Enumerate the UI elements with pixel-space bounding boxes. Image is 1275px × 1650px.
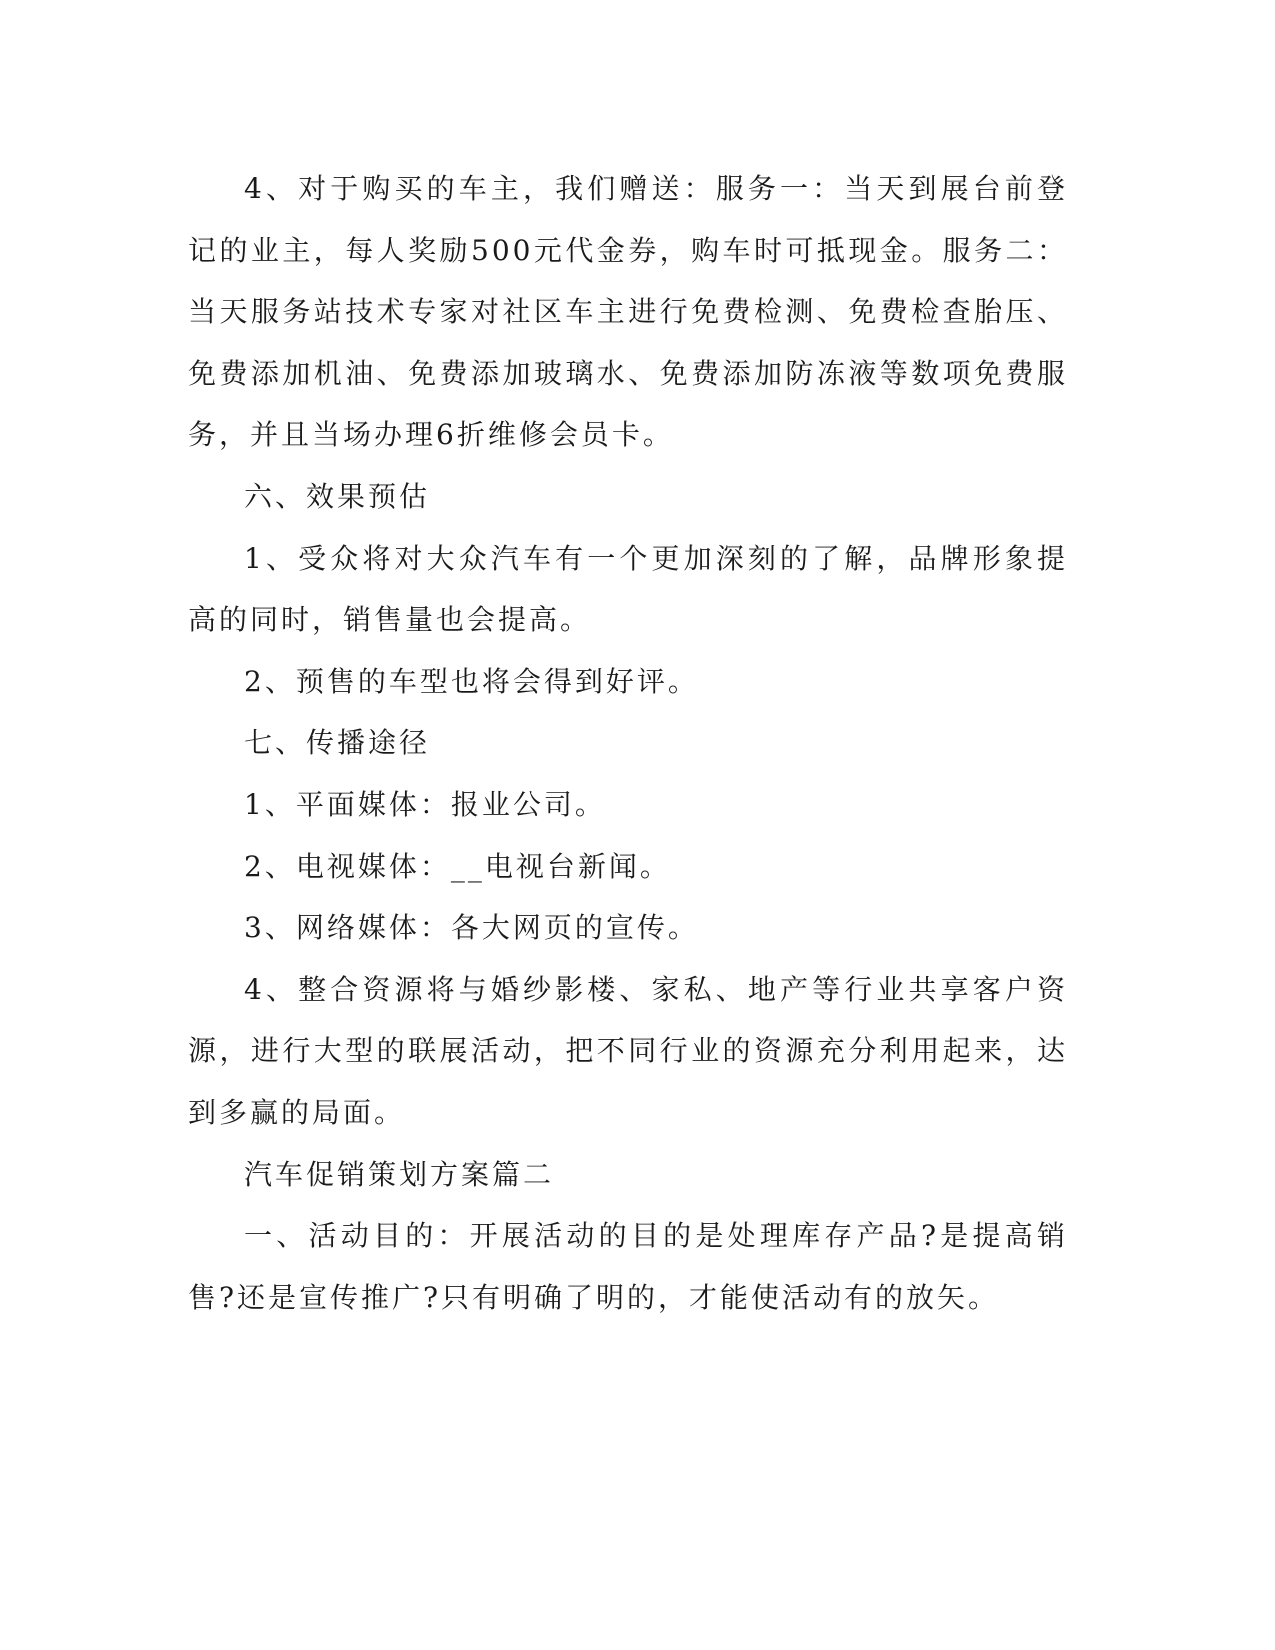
heading-effect-estimate: 六、效果预估 [244, 479, 431, 513]
paragraph-channel-tv: 2、电视媒体：__电视台新闻。 [244, 849, 671, 883]
paragraph-effect-2: 2、预售的车型也将会得到好评。 [244, 664, 699, 698]
paragraph-activity-purpose: 一、活动目的：开展活动的目的是处理库存产品?是提高销售?还是宣传推广?只有明确了明的，才能使活动有的放矢。 [188, 1219, 1068, 1314]
paragraph-channel-print: 1、平面媒体：报业公司。 [244, 787, 606, 821]
paragraph-channel-integration: 4、整合资源将与婚纱影楼、家私、地产等行业共享客户资源，进行大型的联展活动，把不同行业的资源充分利用起来，达到多赢的局面。 [188, 972, 1068, 1129]
heading-plan-two: 汽车促销策划方案篇二 [244, 1157, 555, 1191]
heading-channels: 七、传播途径 [244, 726, 431, 760]
paragraph-channel-web: 3、网络媒体：各大网页的宣传。 [244, 911, 699, 945]
paragraph-effect-1: 1、受众将对大众汽车有一个更加深刻的了解，品牌形象提高的同时，销售量也会提高。 [188, 541, 1068, 637]
paragraph-gift-services: 4、对于购买的车主，我们赠送：服务一：当天到展台前登记的业主，每人奖励500元代金券，购车时可抵现金。服务二：当天服务站技术专家对社区车主进行免费检测、免费检查胎压、免费添加机油、免费添加玻璃水、免费添加防冻液等数项免费服务，并且当场办理6折维修会员卡。 [188, 172, 1068, 452]
document-body [188, 158, 1068, 1328]
